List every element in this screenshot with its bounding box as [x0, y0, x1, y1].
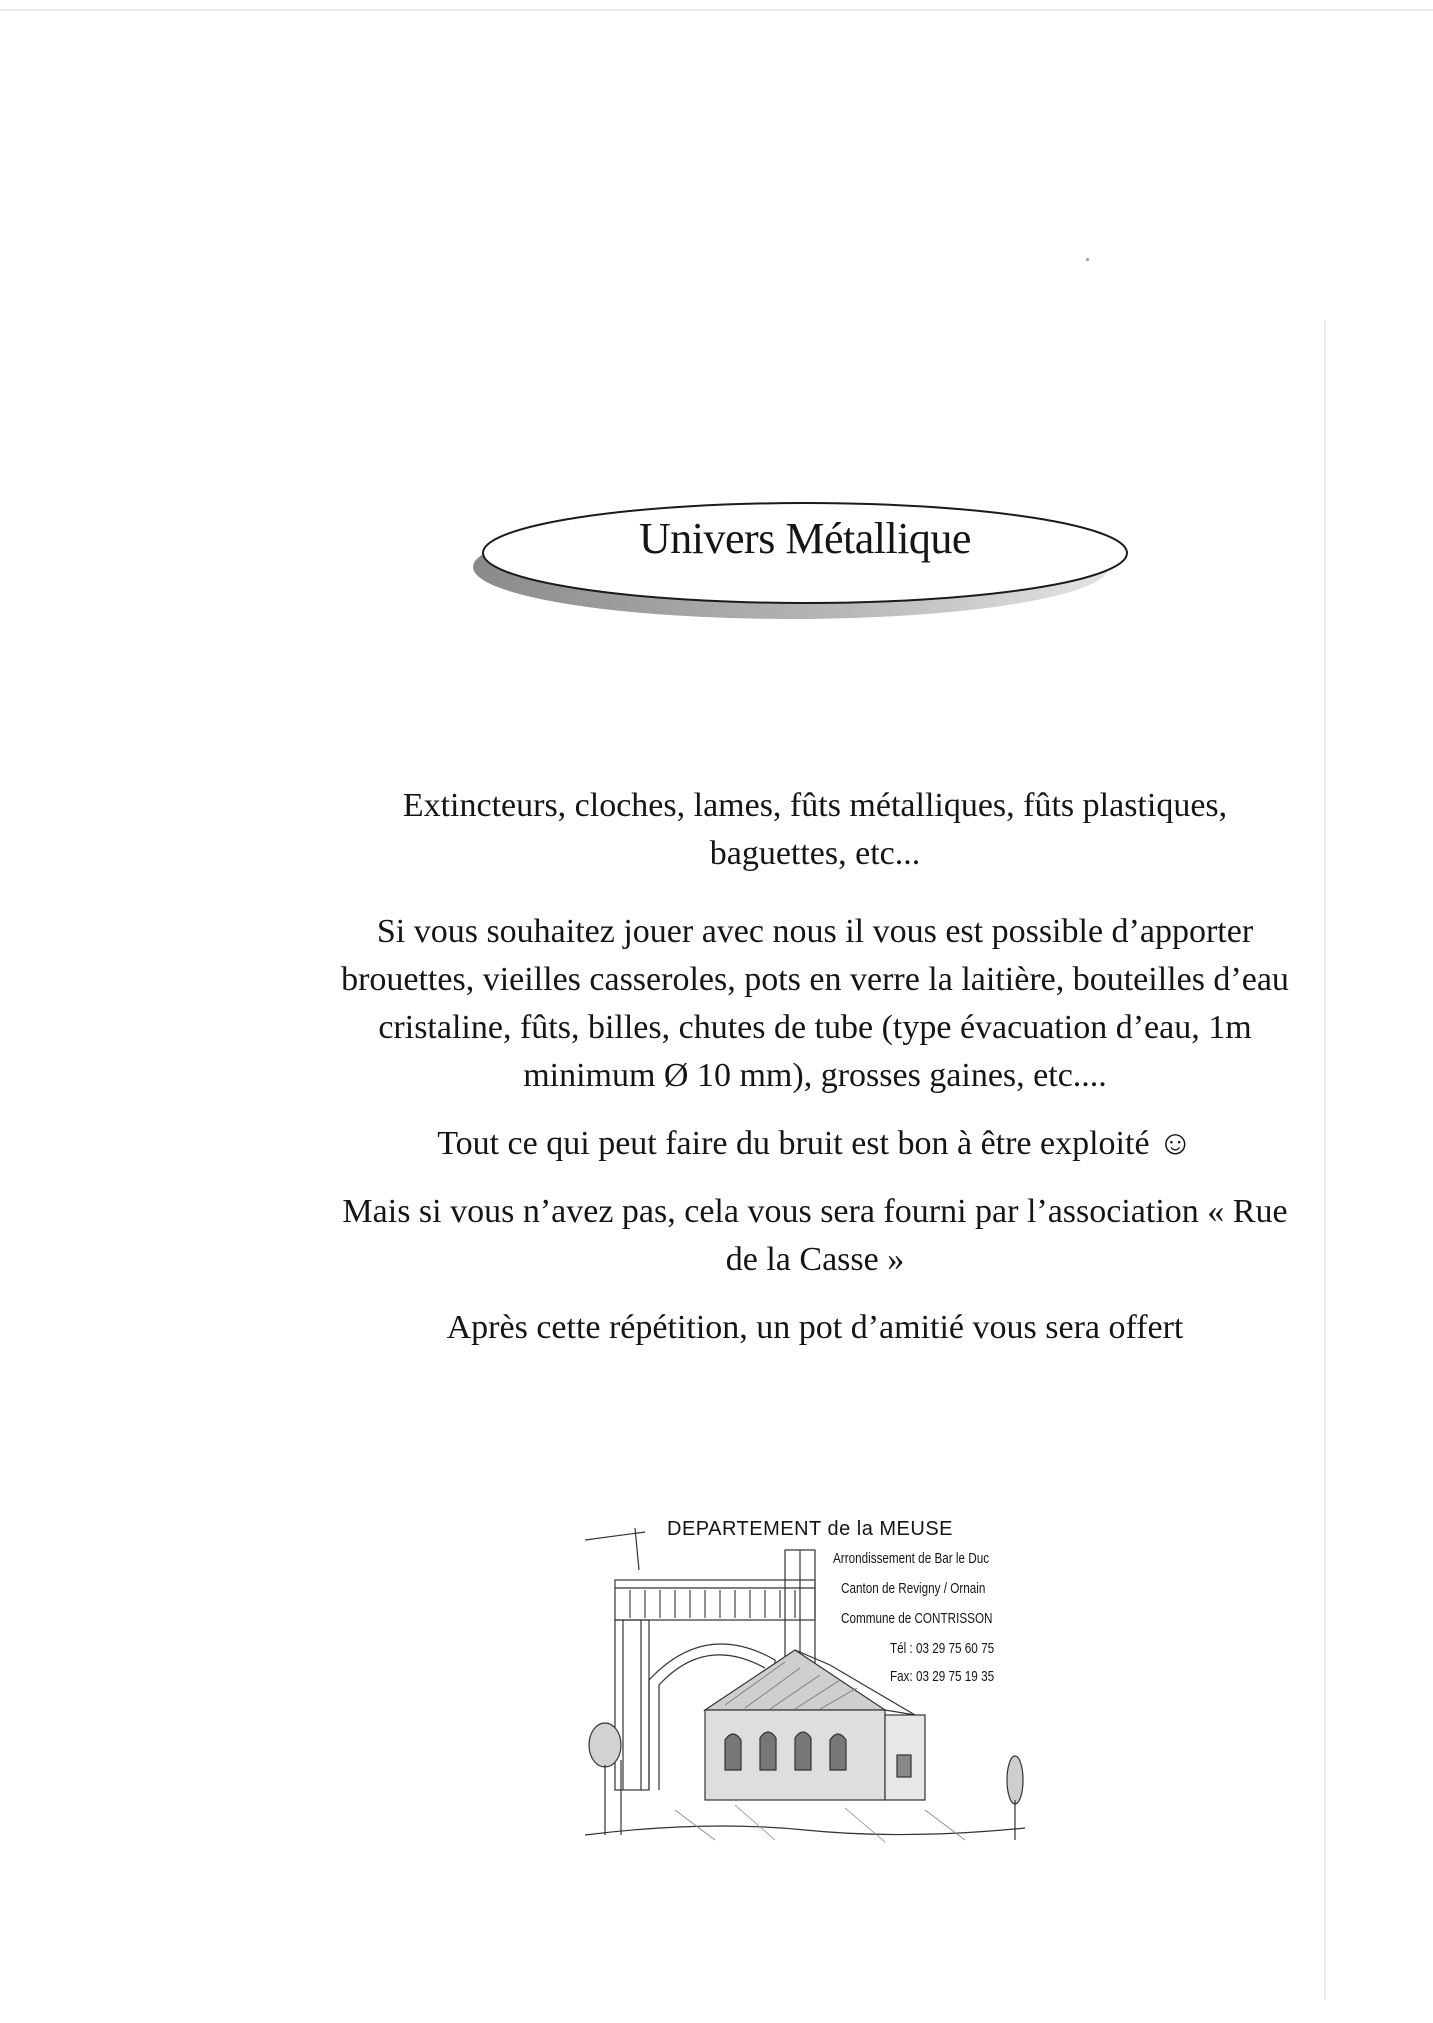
stamp-heading: DEPARTEMENT de la MEUSE — [667, 1518, 954, 1540]
scan-edge-top — [0, 9, 1433, 11]
body-text — [340, 782, 1290, 1382]
paragraph-provided: Mais si vous n’avez pas, cela vous sera fourni par l’association « Rue de la Casse » — [342, 1193, 1288, 1278]
stamp-arrondissement: Arrondissement de Bar le Duc — [833, 1550, 990, 1567]
paragraph-bring-items: Si vous souhaitez jouer avec nous il vous est possible d’apporter brouettes, vieilles casseroles, pots en verre la laitière, bouteilles d’eau cristaline, fûts, billes, chutes de tube (type évacuation d’eau, 1m minimum Ø 10 mm), grosses gaines, etc.... — [341, 913, 1289, 1094]
stamp-commune: Commune de CONTRISSON — [841, 1610, 993, 1627]
paragraph-drink: Après cette répétition, un pot d’amitié vous sera offert — [446, 1309, 1184, 1346]
page-title: Univers Métallique — [639, 514, 971, 563]
stamp-canton: Canton de Revigny / Ornain — [841, 1580, 986, 1597]
stamp-phone: Tél : 03 29 75 60 75 — [890, 1640, 995, 1657]
title-banner — [465, 495, 1145, 635]
paragraph-noise: Tout ce qui peut faire du bruit est bon à être exploité ☺ — [437, 1125, 1193, 1162]
stamp-fax: Fax: 03 29 75 19 35 — [890, 1668, 995, 1685]
scan-edge-right — [1324, 320, 1326, 2000]
commune-stamp — [585, 1510, 1025, 1850]
scan-speck — [1086, 258, 1089, 261]
paragraph-instruments: Extincteurs, cloches, lames, fûts métalliques, fûts plastiques, baguettes, etc... — [402, 787, 1228, 872]
